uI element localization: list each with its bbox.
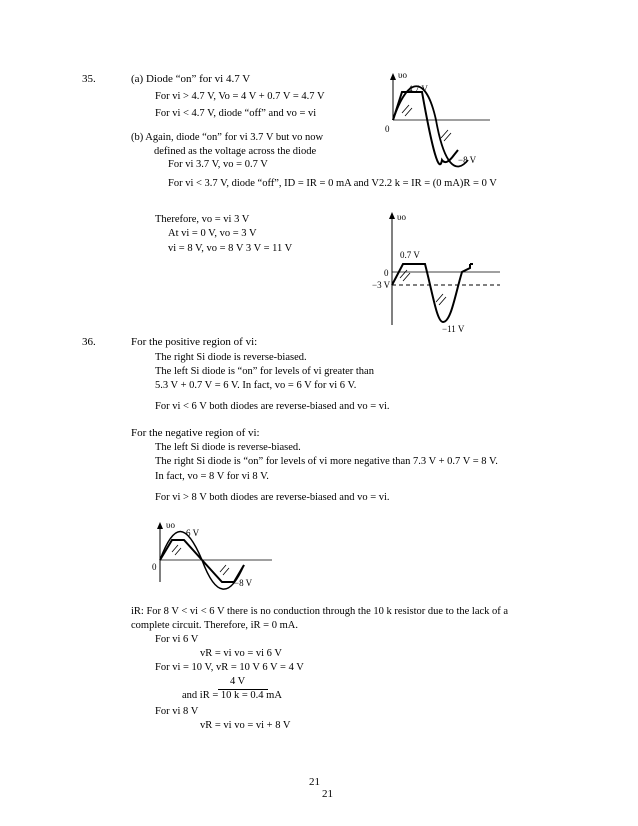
- part-b-line-2: For vi < 3.7 V, diode “off”, ID = IR = 0 mA and V2.2 k = IR = (0 mA)R = 0 V: [168, 178, 497, 189]
- graph-b-zero-label: 0: [384, 268, 389, 278]
- part-b-continued: defined as the voltage across the diode: [154, 146, 317, 157]
- positive-line-1: The right Si diode is reverse-biased.: [155, 352, 307, 363]
- at-zero-line: At vi = 0 V, vo = 3 V: [168, 228, 257, 239]
- graph-a-zero-label: 0: [385, 124, 390, 134]
- graph-c-zero-label: 0: [152, 562, 157, 572]
- ir-line-3: For vi 6 V: [155, 634, 199, 645]
- negative-line-4: For vi > 8 V both diodes are reverse-biased and vo = vi.: [155, 492, 390, 503]
- graph-c-vo-label: υo: [166, 520, 175, 530]
- ir-line-7: For vi 8 V: [155, 706, 199, 717]
- waveform-graph-35b: [370, 210, 505, 335]
- problem-number-36: 36.: [82, 336, 96, 348]
- negative-line-2: The right Si diode is “on” for levels of vi more negative than 7.3 V + 0.7 V = 8 V.: [155, 456, 498, 467]
- graph-b-vo-label: υo: [397, 212, 406, 222]
- part-a-heading: (a) Diode “on” for vi 4.7 V: [131, 73, 251, 85]
- positive-line-4: For vi < 6 V both diodes are reverse-biased and vo = vi.: [155, 401, 390, 412]
- page-number-lower: 21: [322, 788, 333, 800]
- part-b-line-1: For vi 3.7 V, vo = 0.7 V: [168, 159, 268, 170]
- therefore-line: Therefore, vo = vi 3 V: [155, 214, 250, 225]
- graph-a-vo-label: υo: [398, 70, 407, 80]
- ir-fraction-numerator: 4 V: [230, 676, 246, 687]
- waveform-graph-35a: [378, 70, 508, 175]
- at-eight-line: vi = 8 V, vo = 8 V 3 V = 11 V: [168, 243, 293, 254]
- positive-line-3: 5.3 V + 0.7 V = 6 V. In fact, vo = 6 V for vi 6 V.: [155, 380, 357, 391]
- ir-line-2: complete circuit. Therefore, iR = 0 mA.: [131, 620, 298, 631]
- ir-line-1: iR: For 8 V < vi < 6 V there is no conduction through the 10 k resistor due to the lack of a: [131, 606, 509, 617]
- negative-region-heading: For the negative region of vi:: [131, 427, 260, 439]
- positive-region-heading: For the positive region of vi:: [131, 336, 258, 348]
- graph-c-bottom-label: −8 V: [234, 578, 253, 588]
- ir-line-8: vR = vi vo = vi + 8 V: [200, 720, 291, 731]
- page-number-upper: 21: [309, 776, 320, 788]
- ir-line-4: vR = vi vo = vi 6 V: [200, 648, 282, 659]
- graph-b-top-label: 0.7 V: [400, 250, 420, 260]
- ir-line-6: and iR = 10 k = 0.4 mA: [182, 690, 282, 701]
- part-b-heading: (b) Again, diode “on” for vi 3.7 V but vo now: [131, 132, 324, 143]
- graph-b-mid-label: −3 V: [372, 280, 391, 290]
- graph-a-bottom-label: −8 V: [458, 155, 477, 165]
- part-a-line-1: For vi > 4.7 V, Vo = 4 V + 0.7 V = 4.7 V: [155, 91, 325, 102]
- graph-c-top-label: 6 V: [186, 528, 200, 538]
- graph-a-top-label: 4.7 V: [408, 84, 428, 94]
- positive-line-2: The left Si diode is “on” for levels of vi greater than: [155, 366, 374, 377]
- waveform-graph-36: [150, 520, 280, 600]
- graph-b-bottom-label: −11 V: [442, 324, 465, 334]
- ir-line-5: For vi = 10 V, vR = 10 V 6 V = 4 V: [155, 662, 304, 673]
- part-a-line-2: For vi < 4.7 V, diode “off” and vo = vi: [155, 108, 317, 119]
- negative-line-1: The left Si diode is reverse-biased.: [155, 442, 301, 453]
- negative-line-3: In fact, vo = 8 V for vi 8 V.: [155, 471, 269, 482]
- problem-number-35: 35.: [82, 73, 96, 85]
